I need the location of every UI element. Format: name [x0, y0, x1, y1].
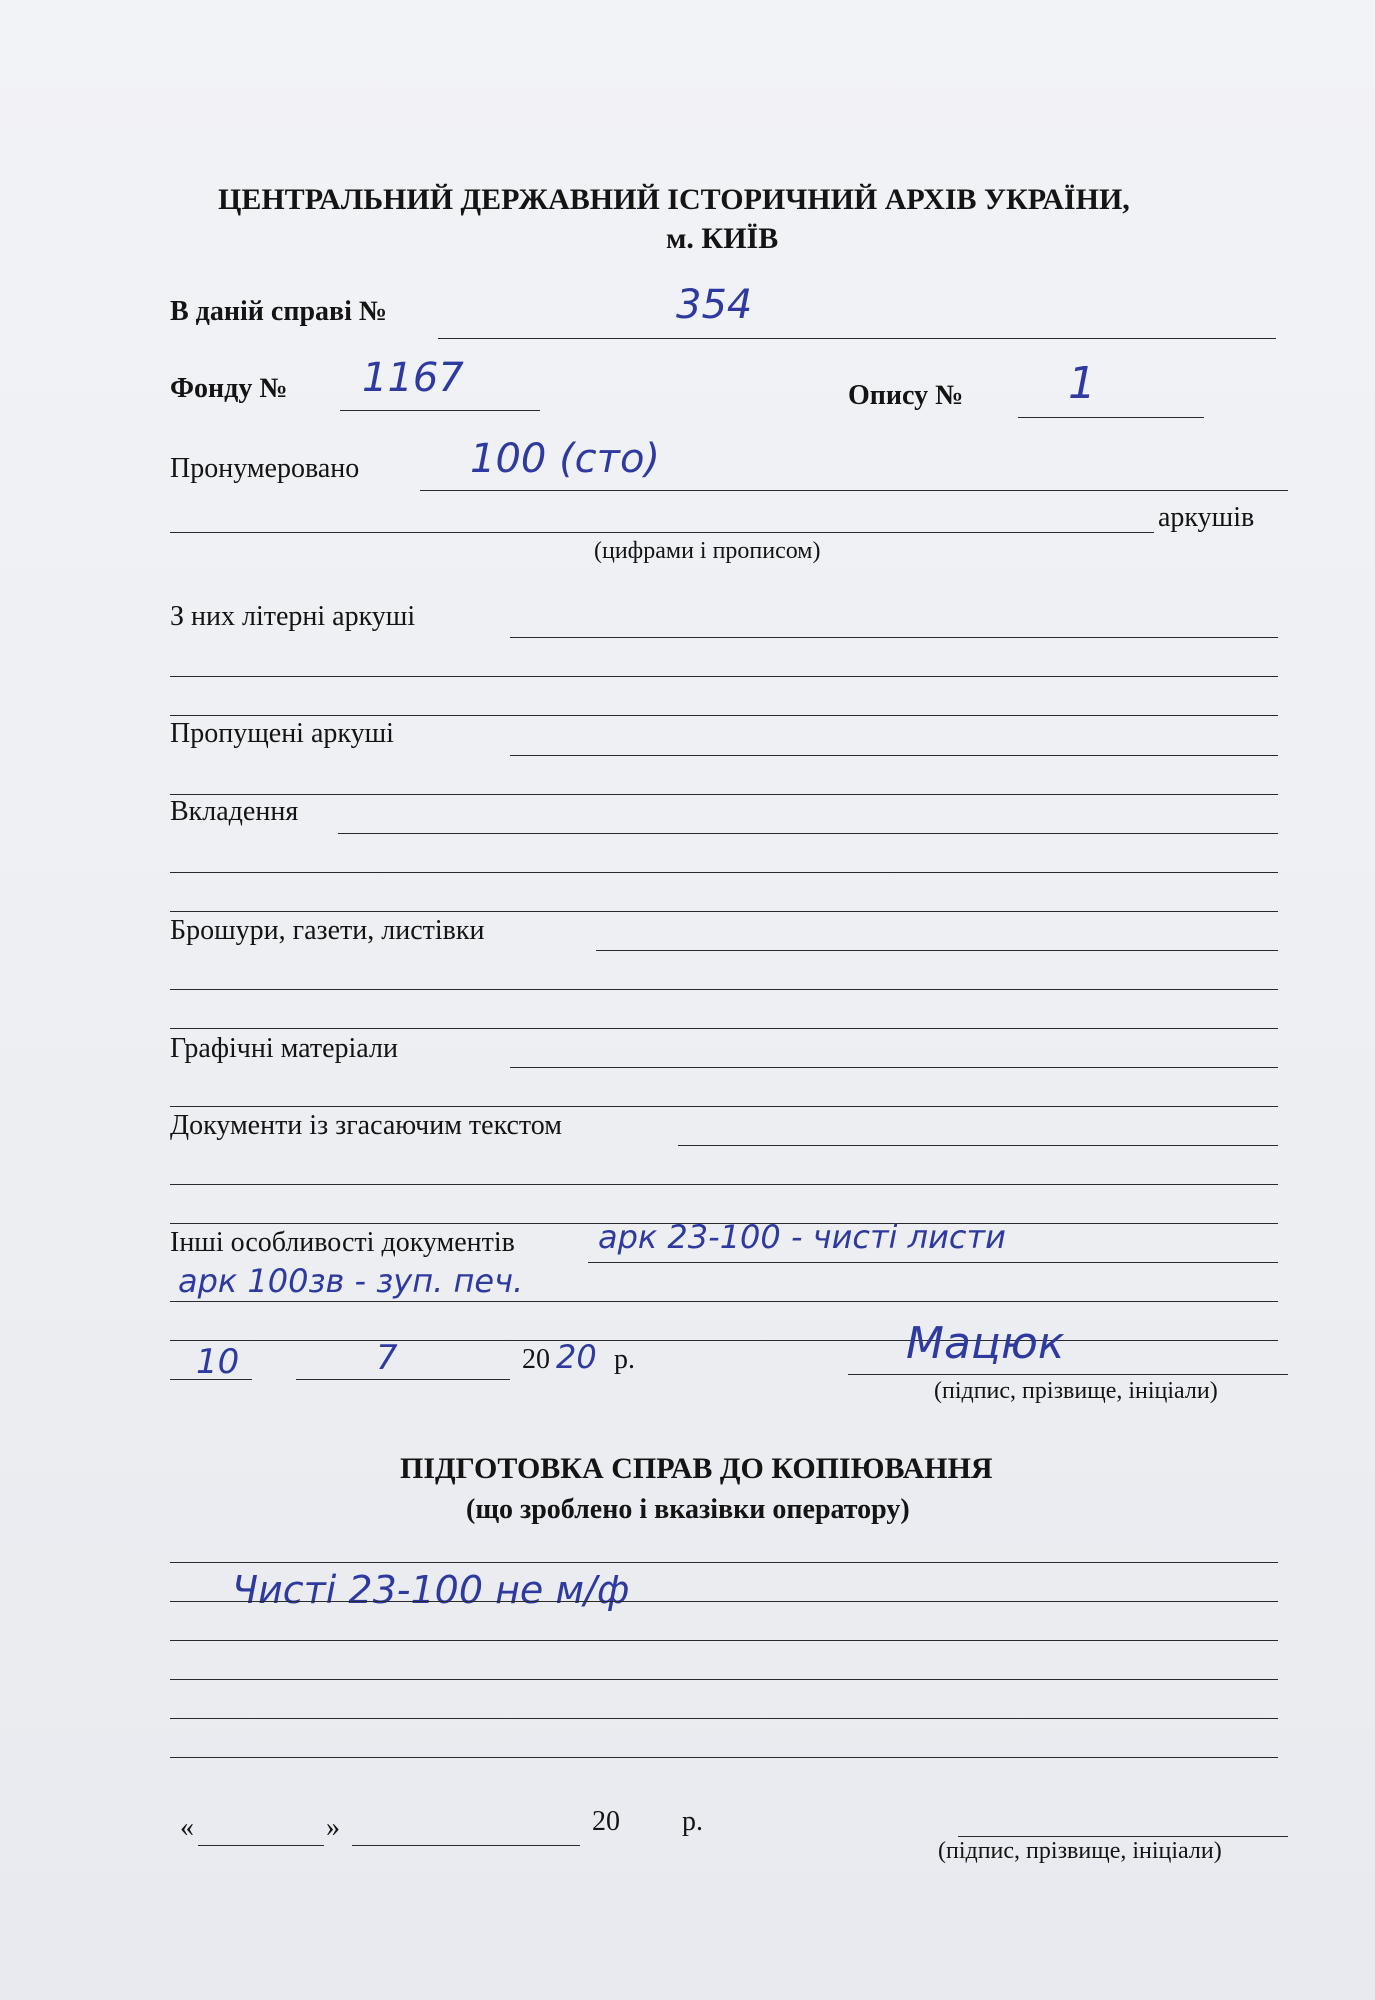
- letter-sheets-line-1: [510, 637, 1278, 638]
- fading-docs-label: Документи із згасаючим текстом: [170, 1110, 562, 1141]
- section2-line-3: [170, 1640, 1278, 1641]
- other-features-line-1: [588, 1262, 1278, 1263]
- section2-line-2: [170, 1601, 1278, 1602]
- date1-year-unit: р.: [614, 1344, 635, 1375]
- case-number-value: 354: [676, 282, 753, 328]
- date1-month-line: [296, 1379, 510, 1380]
- section2-line-6: [170, 1757, 1278, 1758]
- brochures-line-2: [170, 989, 1278, 990]
- date1-signature: Мацюк: [906, 1318, 1065, 1369]
- date2-month-line: [352, 1845, 580, 1846]
- date2-signature-line: [958, 1836, 1288, 1837]
- date1-day: 10: [196, 1342, 240, 1382]
- brochures-label: Брошури, газети, листівки: [170, 915, 485, 946]
- date2-year-prefix: 20: [592, 1806, 620, 1837]
- letter-sheets-line-3: [170, 715, 1278, 716]
- numbered-suffix: аркушів: [1158, 502, 1255, 533]
- numbered-line-1: [420, 490, 1288, 491]
- letter-sheets-label: З них літерні аркуші: [170, 601, 416, 632]
- enclosures-label: Вкладення: [170, 796, 299, 827]
- brochures-line-1: [596, 950, 1278, 951]
- date1-signature-line: [848, 1374, 1288, 1375]
- other-features-line-3: [170, 1340, 1278, 1341]
- date2-day-line: [198, 1845, 324, 1846]
- missing-sheets-line-2: [170, 794, 1278, 795]
- section2-line-1: [170, 1562, 1278, 1563]
- opys-value: 1: [1068, 358, 1096, 409]
- date2-open-quote: «: [180, 1812, 194, 1843]
- section2-note: Чисті 23-100 не м/ф: [232, 1568, 630, 1612]
- archive-city: м. КИЇВ: [666, 222, 779, 255]
- fading-docs-line-2: [170, 1184, 1278, 1185]
- date2-signature-caption: (підпис, прізвище, ініціали): [938, 1838, 1222, 1864]
- date1-signature-caption: (підпис, прізвище, ініціали): [934, 1378, 1218, 1404]
- opys-label: Опису №: [848, 380, 964, 411]
- enclosures-line-3: [170, 911, 1278, 912]
- enclosures-line-2: [170, 872, 1278, 873]
- fond-label: Фонду №: [170, 373, 288, 404]
- date2-close-quote: »: [326, 1812, 340, 1843]
- case-number-label: В даній справі №: [170, 296, 388, 327]
- numbered-label: Пронумеровано: [170, 453, 360, 484]
- fading-docs-line-1: [678, 1145, 1278, 1146]
- date1-year-suffix: 20: [556, 1338, 597, 1376]
- fond-value: 1167: [362, 355, 464, 401]
- letter-sheets-line-2: [170, 676, 1278, 677]
- section2-subtitle: (що зроблено і вказівки оператору): [466, 1494, 910, 1525]
- graphics-line-2: [170, 1106, 1278, 1107]
- numbered-value: 100 (сто): [470, 436, 661, 482]
- numbered-hint: (цифрами і прописом): [594, 538, 821, 564]
- section2-line-4: [170, 1679, 1278, 1680]
- section2-line-5: [170, 1718, 1278, 1719]
- enclosures-line-1: [338, 833, 1278, 834]
- date1-month: 7: [376, 1338, 398, 1378]
- fond-line: [340, 410, 540, 411]
- missing-sheets-line-1: [510, 755, 1278, 756]
- other-features-label: Інші особливості документів: [170, 1227, 515, 1258]
- opys-line: [1018, 417, 1204, 418]
- case-number-line: [438, 338, 1276, 339]
- graphics-line-1: [510, 1067, 1278, 1068]
- archive-title: ЦЕНТРАЛЬНИЙ ДЕРЖАВНИЙ ІСТОРИЧНИЙ АРХІВ УКРАЇНИ,: [218, 183, 1130, 216]
- brochures-line-3: [170, 1028, 1278, 1029]
- section2-title: ПІДГОТОВКА СПРАВ ДО КОПІЮВАННЯ: [400, 1452, 993, 1485]
- other-features-value-1: арк 23-100 - чисті листи: [598, 1218, 1006, 1256]
- graphics-label: Графічні матеріали: [170, 1033, 398, 1064]
- missing-sheets-label: Пропущені аркуші: [170, 718, 394, 749]
- date1-year-prefix: 20: [522, 1344, 550, 1375]
- other-features-line-2: [170, 1301, 1278, 1302]
- numbered-line-2: [170, 532, 1154, 533]
- date2-year-unit: р.: [682, 1806, 703, 1837]
- other-features-value-2: арк 100зв - зуп. печ.: [178, 1262, 524, 1300]
